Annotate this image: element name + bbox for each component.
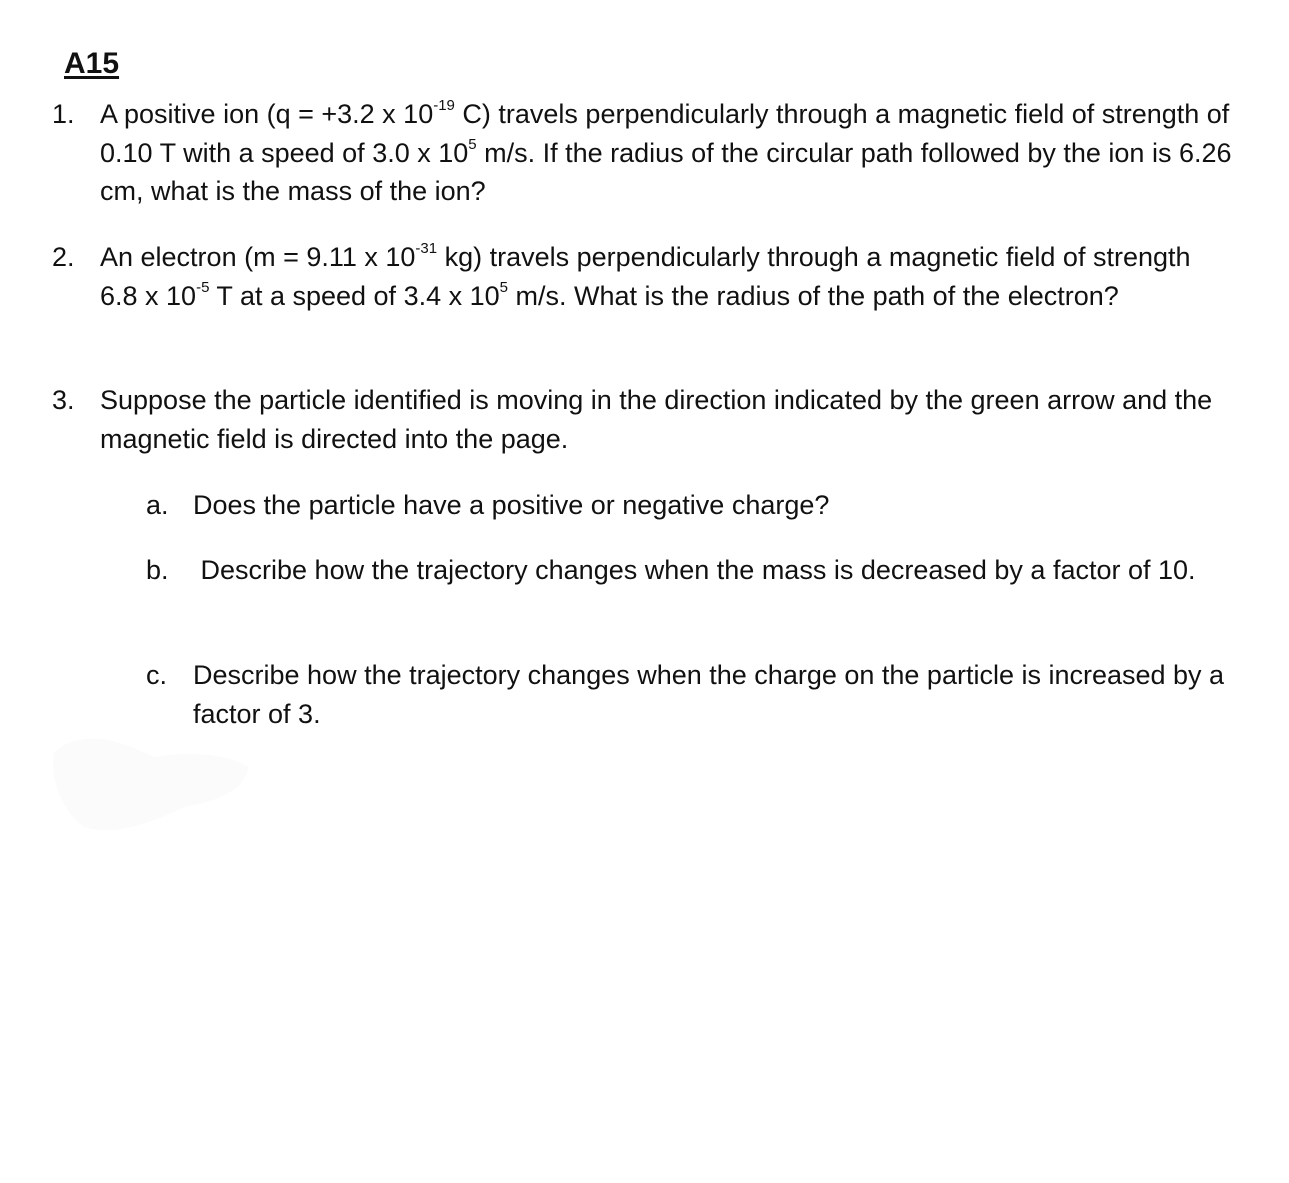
question-1 [52, 95, 1232, 211]
part-label: b. [146, 555, 169, 585]
scan-smudge-icon [44, 722, 254, 842]
question-2 [52, 238, 1232, 315]
question-number: 2. [52, 242, 75, 272]
question-3 [52, 381, 1232, 458]
question-number: 3. [52, 385, 75, 415]
question-3-part-a [146, 486, 1236, 525]
part-text: Describe how the trajectory changes when the charge on the particle is increased by a factor of 3. [193, 660, 1225, 729]
question-text: A positive ion (q = +3.2 x $10^{-19}$ C) travels perpendicularly through a magnetic field of strength of 0.10 T with a speed of 3.0 x $10^5$ m/s. If the radius of the circular path followed by the ion is 6.26 cm, what is the mass of the ion? [100, 97, 1232, 206]
question-number: 1. [52, 99, 75, 129]
part-label: c. [146, 660, 168, 690]
question-text: An electron (m = 9.11 x $10^{-31}$ kg) travels perpendicularly through a magnetic field of strength 6.8 x $10^{-5}$ T at a speed of 3.4 x $10^5$ m/s. What is the radius of the path of the electron? [100, 240, 1191, 311]
page-title: A15 [64, 47, 120, 80]
question-3-part-c [146, 656, 1236, 733]
question-text: Suppose the particle identified is moving in the direction indicated by the green arrow and the magnetic field is directed into the page. [100, 385, 1213, 454]
question-3-part-b [146, 551, 1236, 590]
part-text: Describe how the trajectory changes when the mass is decreased by a factor of 10. [193, 555, 1196, 585]
part-label: a. [146, 490, 169, 520]
part-text: Does the particle have a positive or negative charge? [193, 490, 830, 520]
